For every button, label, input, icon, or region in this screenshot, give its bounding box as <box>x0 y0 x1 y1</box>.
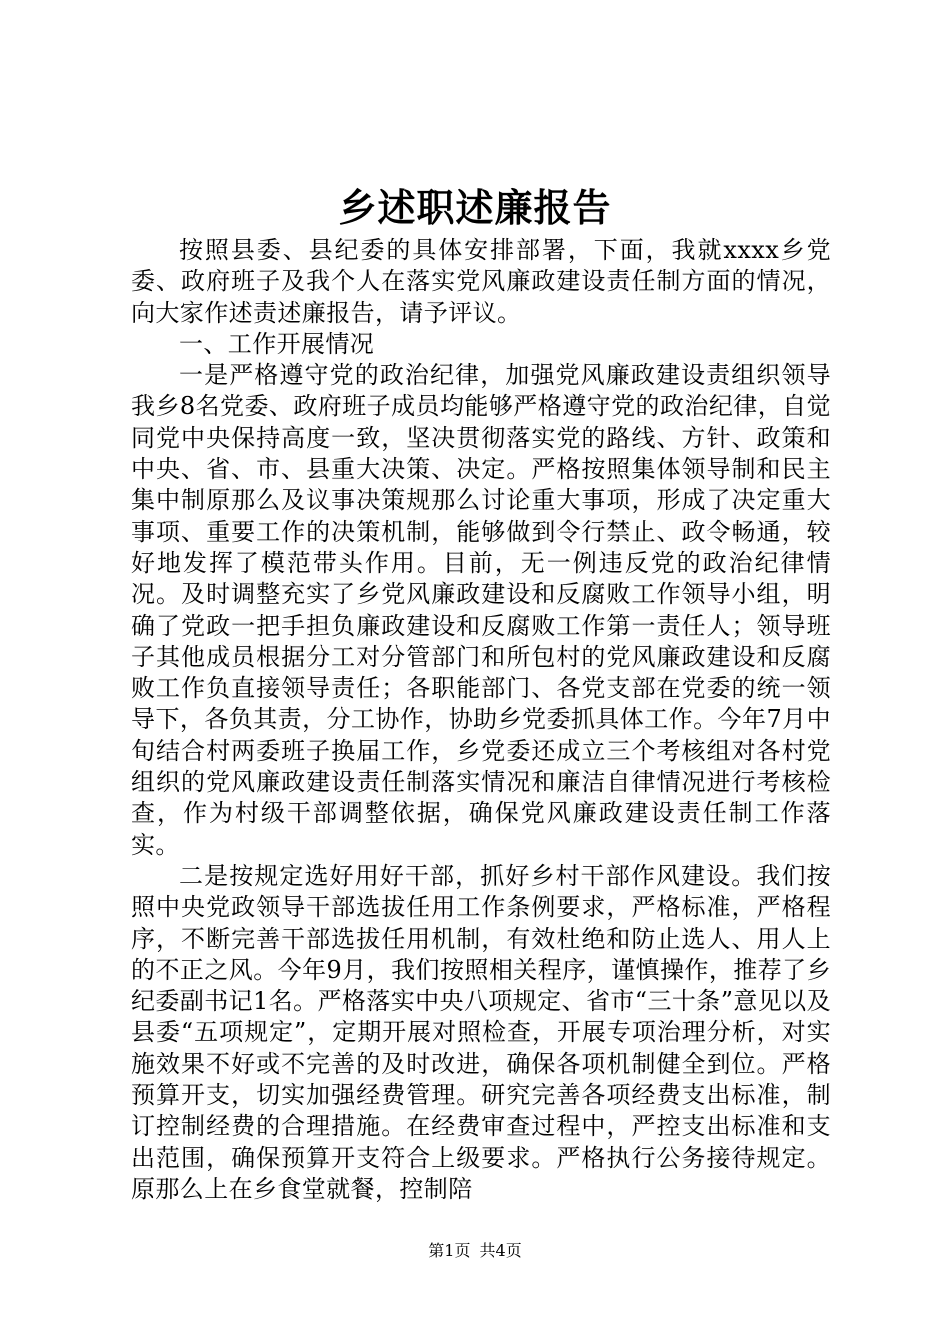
page-total: 共4页 <box>479 1241 522 1260</box>
page-footer <box>0 1240 950 1262</box>
body-paragraph: 一是严格遵守党的政治纪律，加强党风廉政建设责组织领导我乡8名党委、政府班子成员均能够严格遵守党的政治纪律，自觉同党中央保持高度一致，坚决贯彻落实党的路线、方针、政策和中央、省、市、县重大决策、决定。严格按照集体领导制和民主集中制原那么及议事决策规那么讨论重大事项，形成了决定重大事项、重要工作的决策机制，能够做到令行禁止、政令畅通，较好地发挥了模范带头作用。目前，无一例违反党的政治纪律情况。及时调整充实了乡党风廉政建设和反腐败工作领导小组，明确了党政一把手担负廉政建设和反腐败工作第一责任人；领导班子其他成员根据分工对分管部门和所包村的党风廉政建设和反腐败工作负直接领导责任；各职能部门、各党支部在党委的统一领导下，各负其责，分工协作，协助乡党委抓具体工作。今年7月中旬结合村两委班子换届工作，乡党委还成立三个考核组对各村党组织的党风廉政建设责任制落实情况和廉洁自律情况进行考核检查，作为村级干部调整依据，确保党风廉政建设责任制工作落实。 <box>131 361 831 859</box>
section-heading: 一、工作开展情况 <box>179 329 375 358</box>
page-number: 第1页 <box>428 1241 471 1260</box>
document-title: 乡述职述廉报告 <box>338 185 612 230</box>
body-paragraph: 二是按规定选好用好干部，抓好乡村干部作风建设。我们按照中央党政领导干部选拔任用工作条例要求，严格标准，严格程序，不断完善干部选拔任用机制，有效杜绝和防止选人、用人上的不正之风。今年9月，我们按照相关程序，谨慎操作，推荐了乡纪委副书记1名。严格落实中央八项规定、省市“三十条”意见以及县委“五项规定”，定期开展对照检查，开展专项治理分析，对实施效果不好或不完善的及时改进，确保各项机制健全到位。严格预算开支，切实加强经费管理。研究完善各项经费支出标准，制订控制经费的合理措施。在经费审查过程中，严控支出标准和支出范围，确保预算开支符合上级要求。严格执行公务接待规定。原那么上在乡食堂就餐，控制陪 <box>131 861 831 1203</box>
intro-paragraph: 按照县委、县纪委的具体安排部署，下面，我就xxxx乡党委、政府班子及我个人在落实党风廉政建设责任制方面的情况，向大家作述责述廉报告，请予评议。 <box>131 236 831 327</box>
document-body <box>131 235 831 1205</box>
